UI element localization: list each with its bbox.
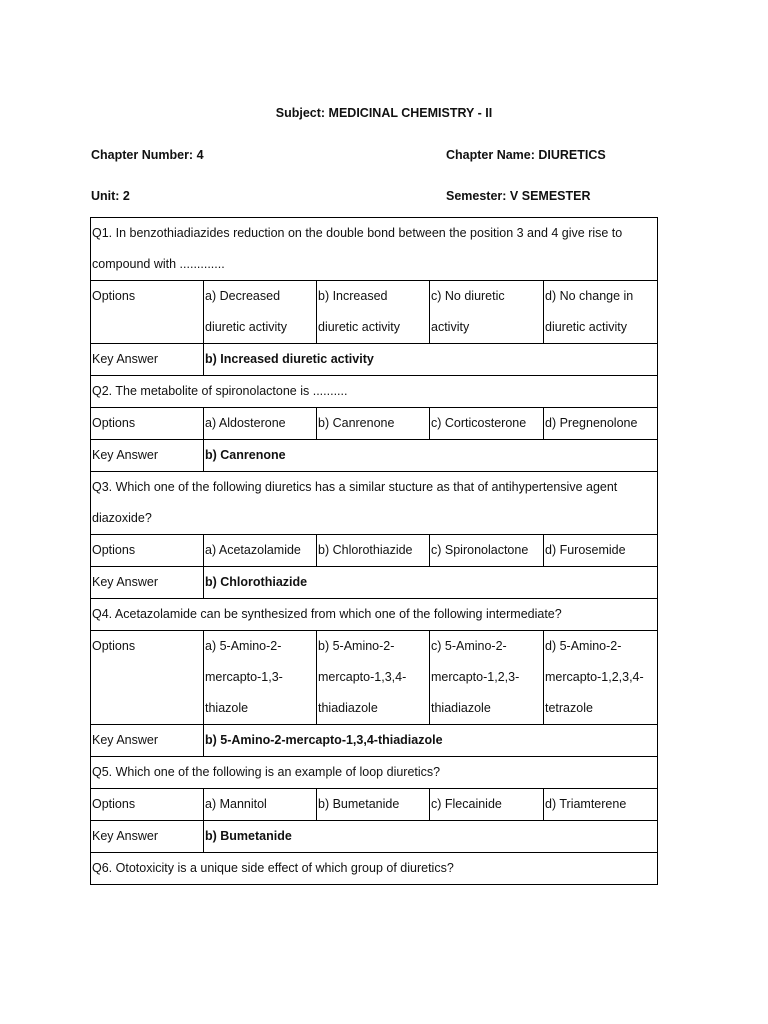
answer-row bbox=[91, 725, 658, 757]
option-d: d) 5-Amino-2-mercapto-1,2,3,4-tetrazole bbox=[544, 631, 658, 725]
question-text: Q3. Which one of the following diuretics has a similar stucture as that of antihypertensive agent diazoxide? bbox=[91, 472, 658, 535]
options-row bbox=[91, 631, 658, 725]
option-a: a) Decreased diuretic activity bbox=[204, 281, 317, 344]
chapter-number: Chapter Number: 4 bbox=[91, 148, 204, 162]
option-b: b) Bumetanide bbox=[317, 789, 430, 821]
option-a: a) Acetazolamide bbox=[204, 535, 317, 567]
question-text: Q2. The metabolite of spironolactone is .......... bbox=[91, 376, 658, 408]
options-label: Options bbox=[91, 631, 204, 725]
option-d: d) Triamterene bbox=[544, 789, 658, 821]
question-text: Q6. Ototoxicity is a unique side effect of which group of diuretics? bbox=[91, 853, 658, 885]
answer-row bbox=[91, 567, 658, 599]
option-d: d) Pregnenolone bbox=[544, 408, 658, 440]
options-row bbox=[91, 789, 658, 821]
key-answer-value: b) Chlorothiazide bbox=[204, 567, 658, 599]
question-table bbox=[90, 217, 658, 885]
question-row bbox=[91, 218, 658, 281]
key-answer-label: Key Answer bbox=[91, 821, 204, 853]
question-row bbox=[91, 757, 658, 789]
options-row bbox=[91, 535, 658, 567]
key-answer-label: Key Answer bbox=[91, 725, 204, 757]
key-answer-label: Key Answer bbox=[91, 344, 204, 376]
option-a: a) 5-Amino-2-mercapto-1,3-thiazole bbox=[204, 631, 317, 725]
question-row bbox=[91, 853, 658, 885]
options-label: Options bbox=[91, 535, 204, 567]
option-a: a) Mannitol bbox=[204, 789, 317, 821]
chapter-name: Chapter Name: DIURETICS bbox=[446, 148, 606, 162]
key-answer-label: Key Answer bbox=[91, 440, 204, 472]
question-row bbox=[91, 472, 658, 535]
answer-row bbox=[91, 440, 658, 472]
option-d: d) Furosemide bbox=[544, 535, 658, 567]
key-answer-label: Key Answer bbox=[91, 567, 204, 599]
question-text: Q1. In benzothiadiazides reduction on the double bond between the position 3 and 4 give rise to compound with ............. bbox=[91, 218, 658, 281]
key-answer-value: b) Bumetanide bbox=[204, 821, 658, 853]
answer-row bbox=[91, 821, 658, 853]
option-c: c) 5-Amino-2-mercapto-1,2,3-thiadiazole bbox=[430, 631, 544, 725]
options-label: Options bbox=[91, 281, 204, 344]
option-b: b) Chlorothiazide bbox=[317, 535, 430, 567]
option-c: c) Corticosterone bbox=[430, 408, 544, 440]
options-label: Options bbox=[91, 789, 204, 821]
unit-label: Unit: 2 bbox=[91, 189, 130, 203]
option-d: d) No change in diuretic activity bbox=[544, 281, 658, 344]
question-text: Q4. Acetazolamide can be synthesized from which one of the following intermediate? bbox=[91, 599, 658, 631]
options-label: Options bbox=[91, 408, 204, 440]
option-c: c) Spironolactone bbox=[430, 535, 544, 567]
subject-title: Subject: MEDICINAL CHEMISTRY - II bbox=[275, 106, 493, 120]
key-answer-value: b) 5-Amino-2-mercapto-1,3,4-thiadiazole bbox=[204, 725, 658, 757]
option-b: b) Increased diuretic activity bbox=[317, 281, 430, 344]
options-row bbox=[91, 281, 658, 344]
semester-label: Semester: V SEMESTER bbox=[446, 189, 591, 203]
option-a: a) Aldosterone bbox=[204, 408, 317, 440]
option-c: c) Flecainide bbox=[430, 789, 544, 821]
option-b: b) 5-Amino-2-mercapto-1,3,4-thiadiazole bbox=[317, 631, 430, 725]
option-b: b) Canrenone bbox=[317, 408, 430, 440]
key-answer-value: b) Increased diuretic activity bbox=[204, 344, 658, 376]
options-row bbox=[91, 408, 658, 440]
question-row bbox=[91, 376, 658, 408]
question-row bbox=[91, 599, 658, 631]
key-answer-value: b) Canrenone bbox=[204, 440, 658, 472]
question-text: Q5. Which one of the following is an example of loop diuretics? bbox=[91, 757, 658, 789]
answer-row bbox=[91, 344, 658, 376]
option-c: c) No diuretic activity bbox=[430, 281, 544, 344]
